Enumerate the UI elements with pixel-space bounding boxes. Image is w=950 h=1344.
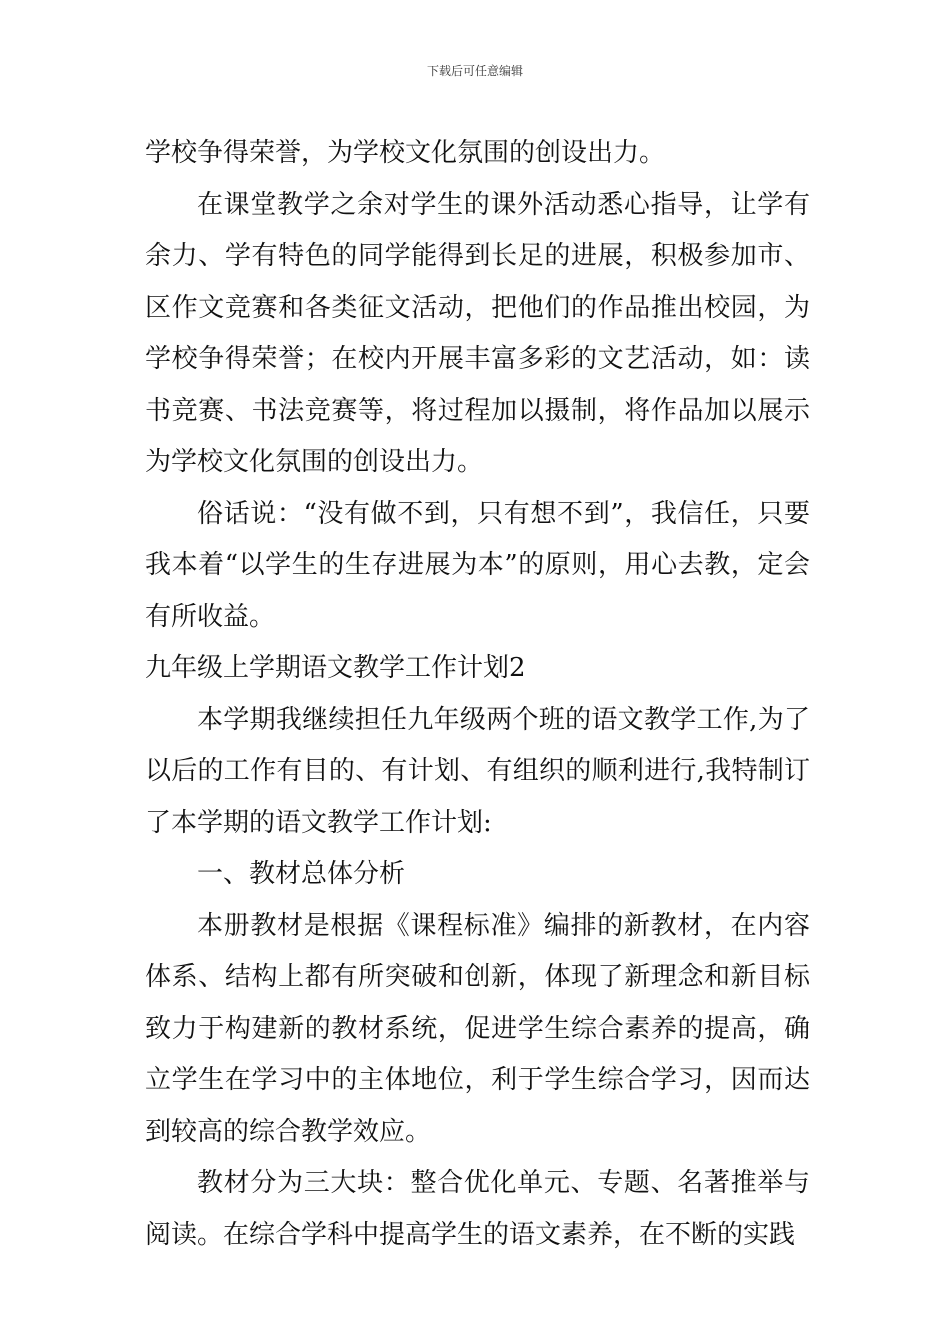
subsection-heading: 一、教材总体分析	[197, 859, 406, 889]
paragraph-proverb: 俗话说：“没有做不到，只有想不到”，我信任，只要我本着“以学生的生存进展为本”的原则，用心去教，定会有所收益。	[145, 498, 810, 632]
section-title: 九年级上学期语文教学工作计划2	[145, 653, 526, 683]
paragraph-textbook-analysis: 本册教材是根据《课程标准》编排的新教材，在内容体系、结构上都有所突破和创新，体现了新理念和新目标致力于构建新的教材系统，促进学生综合素养的提高，确立学生在学习中的主体地位，利于学生综合学习，因而达到较高的综合教学效应。	[145, 910, 810, 1147]
paragraph-intro: 本学期我继续担任九年级两个班的语文教学工作,为了以后的工作有目的、有计划、有组织的顺利进行,我特制订了本学期的语文教学工作计划:	[145, 704, 810, 838]
paragraph-textbook-structure: 教材分为三大块：整合优化单元、专题、名著推举与阅读。在综合学科中提高学生的语文素养，在不断的实践	[145, 1168, 810, 1250]
document-body	[145, 128, 810, 1261]
paragraph-continuation: 学校争得荣誉，为学校文化氛围的创设出力。	[145, 138, 666, 168]
page-header-note: 下载后可任意编辑	[426, 64, 523, 78]
paragraph-activities: 在课堂教学之余对学生的课外活动悉心指导，让学有余力、学有特色的同学能得到长足的进展，积极参加市、区作文竞赛和各类征文活动，把他们的作品推出校园，为学校争得荣誉；在校内开展丰富多彩的文艺活动，如：读书竞赛、书法竞赛等，将过程加以摄制，将作品加以展示为学校文化氛围的创设出力。	[145, 189, 810, 477]
